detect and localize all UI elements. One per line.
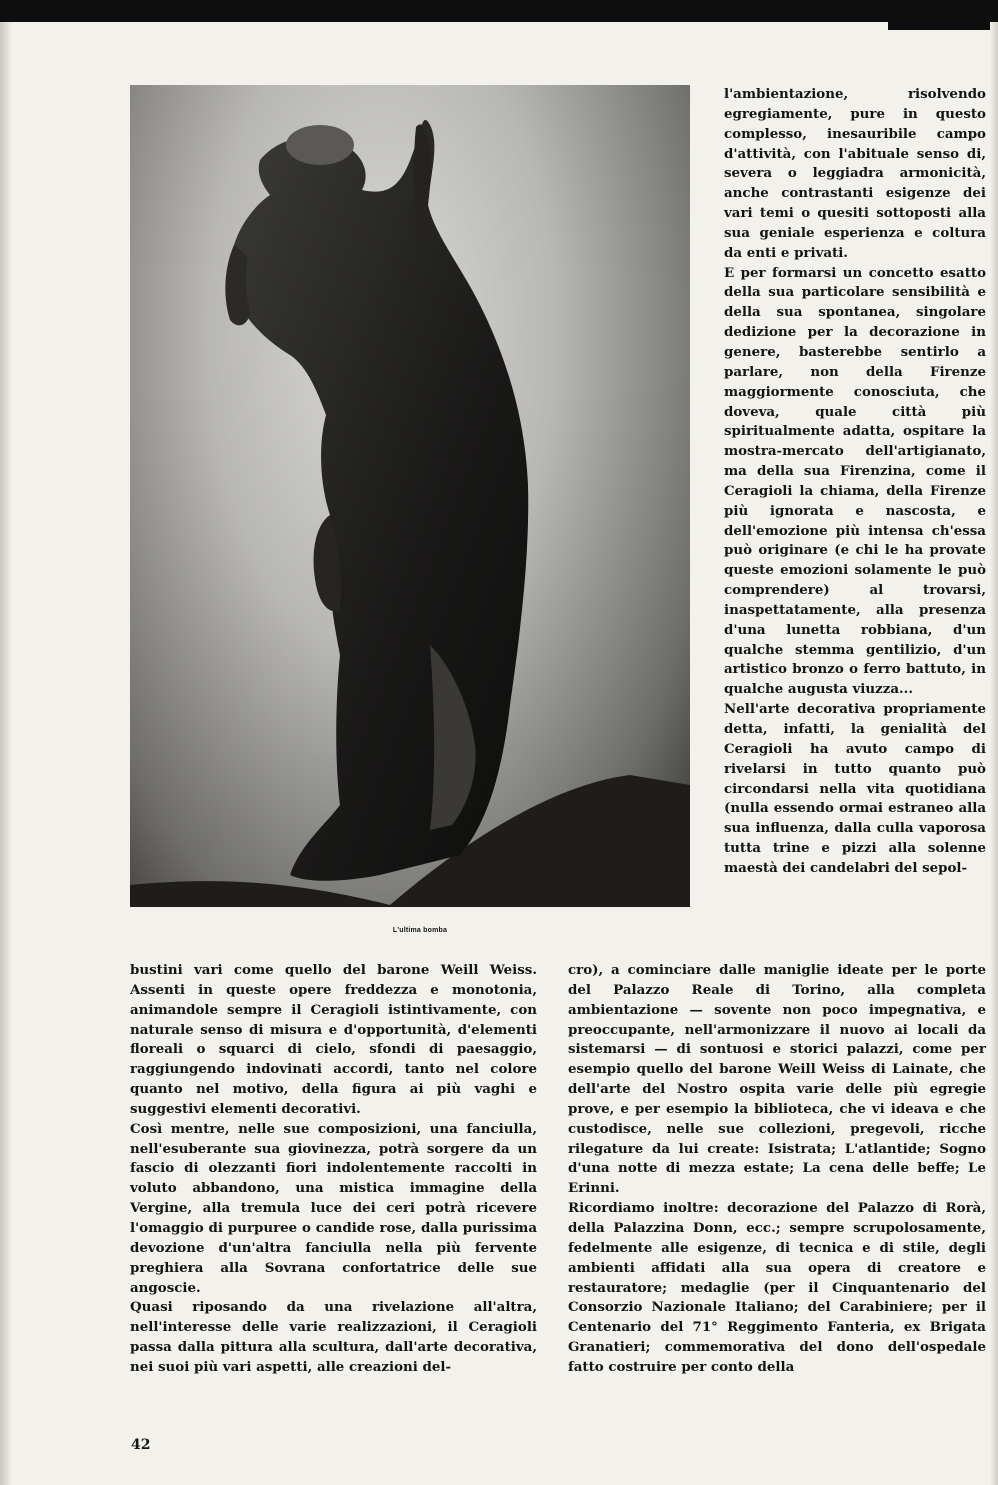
article-column-left bbox=[130, 961, 537, 1378]
paragraph: Ricordiamo inoltre: decorazione del Palazzo di Rorà, della Palazzina Donn, ecc.; sempre scrupolosamente, fedelmente alle esigenze, di tecnica e di stile, degli ambienti affidati alla sua opera di creatore e restauratore; medaglie (per il Cinquantenario del Consorzio Nazionale Italiano; del Carabiniere; per il Centenario del 71° Reggimento Fanteria, ex Brigata Granatieri; commemorativa del dono dell'ospedale fatto costruire per conto della bbox=[568, 1200, 986, 1375]
paragraph: Così mentre, nelle sue composizioni, una fanciulla, nell'esuberante sua giovinezza, potrà sorgere da un fascio di olezzanti fiori indolentemente raccolti in voluto abbandono, una mistica immagine della Vergine, alla tremula luce dei ceri potrà ricevere l'omaggio di purpuree o candide rose, dalla purissima devozione d'un'altra fanciulla nella più fervente preghiera alla Sovrana confortatrice delle sue angoscie. bbox=[130, 1120, 537, 1296]
page-top-border bbox=[0, 0, 998, 22]
paragraph: cro), a cominciare dalle maniglie ideate per le porte del Palazzo Reale di Torino, alla completa ambientazione — sovente non poco impegnativa, e preoccupante, nell'armonizzare il nuovo ai locali da sistemarsi — di sontuosi e storici palazzi, come per esempio quello del barone Weill Weiss di Lainate, che dell'arte del Nostro ospita varie delle più egregie prove, e per esempio la biblioteca, che vi ideava e che custodisce, nelle sue collezioni, pregevoli, ricche rilegature da lui create: Isistrata; L'atlantide; Sogno d'una notte di mezza estate; La cena delle beffe; Le Erinni. bbox=[568, 962, 986, 1197]
paragraph: bustini vari come quello del barone Weill Weiss. Assenti in queste opere freddezza e monotonia, animandole sempre il Ceragioli istintivamente, con naturale senso di misura e d'opportunità, d'elementi floreali o squarci di cielo, sfondi di paesaggio, raggiungendo indovinati accordi, tanto nel colore quanto nel motivo, della figura ai più vaghi e suggestivi elementi decorativi. bbox=[130, 962, 537, 1117]
page-top-border-notch bbox=[888, 22, 998, 30]
photo-caption: L'ultima bomba bbox=[392, 927, 448, 934]
paragraph: Quasi riposando da una rivelazione all'altra, nell'interesse delle varie realizzazioni, il Ceragioli passa dalla pittura alla scultura, dall'arte decorativa, nei suoi più vari aspetti, alle creazioni del- bbox=[130, 1299, 537, 1375]
article-column-right bbox=[724, 85, 986, 879]
sculpture-photo bbox=[130, 85, 690, 907]
paragraph: l'ambientazione, risolvendo egregiamente, pure in questo complesso, inesauribile campo d'attività, con l'abituale senso di, severa o leggiadra armonicità, anche contrastanti esigenze dei vari temi o quesiti sottoposti alla sua geniale esperienza e coltura da enti e privati. bbox=[724, 86, 986, 261]
sculpture-figure-image bbox=[130, 85, 690, 907]
paragraph: E per formarsi un concetto esatto della sua particolare sensibilità e della sua spontanea, singolare dedizione per la decorazione in genere, basterebbe sentirlo a parlare, non della Firenze maggiormente conosciuta, che doveva, quale città più spiritualmente adatta, ospitare la mostra-mercato dell'artigianato, ma della sua Firenzina, come il Ceragioli la chiama, della Firenze più ignorata e nascosta, e dell'emozione più intensa ch'essa può originare (e chi le ha provate queste emozioni solamente le può comprendere) al trovarsi, inaspettatamente, alla presenza d'una lunetta robbiana, d'un qualche stemma gentilizio, d'un artistico bronzo o ferro battuto, in qualche augusta viuzza... bbox=[724, 264, 986, 698]
page-gutter-shadow bbox=[0, 22, 12, 1485]
page-edge-shadow bbox=[990, 22, 998, 1485]
page-number: 42 bbox=[131, 1437, 151, 1453]
paragraph: Nell'arte decorativa propriamente detta, infatti, la genialità del Ceragioli ha avuto campo di rivelarsi in tutto quanto può circondarsi nella vita quotidiana (nulla essendo ormai estraneo alla sua influenza, dalla culla vaporosa tutta trine e pizzi alla solenne maestà dei candelabri del sepol- bbox=[724, 701, 986, 876]
article-column-middle bbox=[568, 961, 986, 1378]
